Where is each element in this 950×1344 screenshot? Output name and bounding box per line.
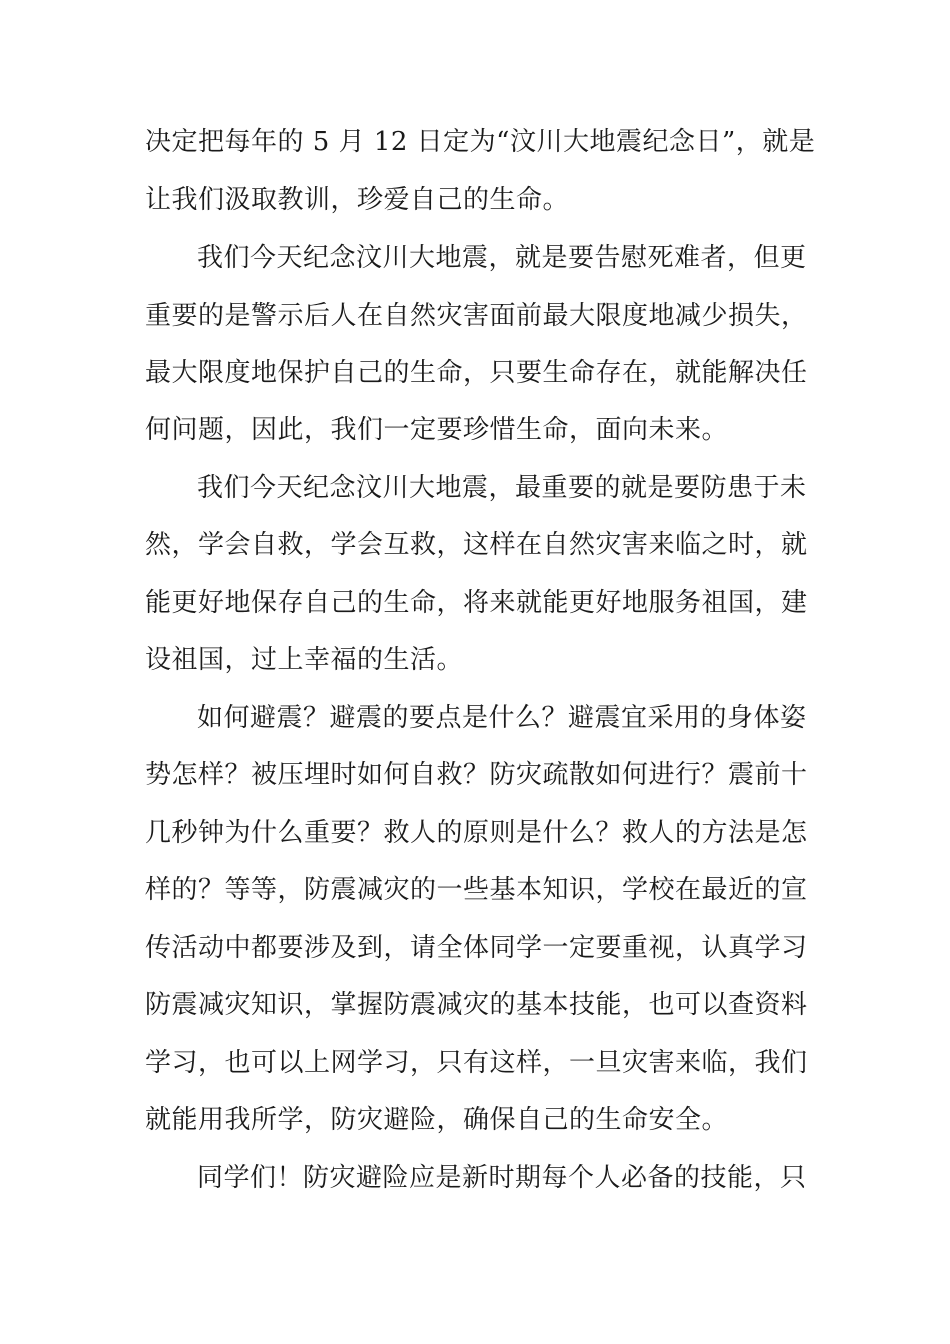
- text-line: 能更好地保存自己的生命，将来就能更好地服务祖国，建: [145, 588, 808, 618]
- text-line: 势怎样？被压埋时如何自救？防灾疏散如何进行？震前十: [145, 760, 808, 790]
- paragraph-first-line: 我们今天纪念汶川大地震，就是要告慰死难者，但更: [197, 243, 807, 273]
- paragraph-first-line: 如何避震？避震的要点是什么？避震宜采用的身体姿: [197, 703, 807, 733]
- text-line: 重要的是警示后人在自然灾害面前最大限度地减少损失，: [145, 301, 808, 331]
- paragraph-first-line: 我们今天纪念汶川大地震，最重要的就是要防患于未: [197, 473, 807, 503]
- text-line: 学习，也可以上网学习，只有这样，一旦灾害来临，我们: [145, 1048, 808, 1078]
- text-line: 传活动中都要涉及到，请全体同学一定要重视，认真学习: [145, 933, 808, 963]
- text-line: 让我们汲取教训，珍爱自己的生命。: [145, 185, 570, 215]
- text-line: 就能用我所学，防灾避险，确保自己的生命安全。: [145, 1105, 729, 1135]
- paragraph-first-line: 同学们！防灾避险应是新时期每个人必备的技能，只: [197, 1163, 807, 1193]
- text-line: 几秒钟为什么重要？救人的原则是什么？救人的方法是怎: [145, 818, 808, 848]
- text-line: 样的？等等，防震减灾的一些基本知识，学校在最近的宣: [145, 875, 808, 905]
- text-line: 设祖国，过上幸福的生活。: [145, 645, 464, 675]
- text-line: 防震减灾知识，掌握防震减灾的基本技能，也可以查资料: [145, 990, 808, 1020]
- text-line: 最大限度地保护自己的生命，只要生命存在，就能解决任: [145, 358, 808, 388]
- text-line: 决定把每年的 5 月 12 日定为“汶川大地震纪念日”，就是: [145, 127, 816, 157]
- text-line: 然，学会自救，学会互救，这样在自然灾害来临之时，就: [145, 530, 808, 560]
- text-line: 何问题，因此，我们一定要珍惜生命，面向未来。: [145, 415, 729, 445]
